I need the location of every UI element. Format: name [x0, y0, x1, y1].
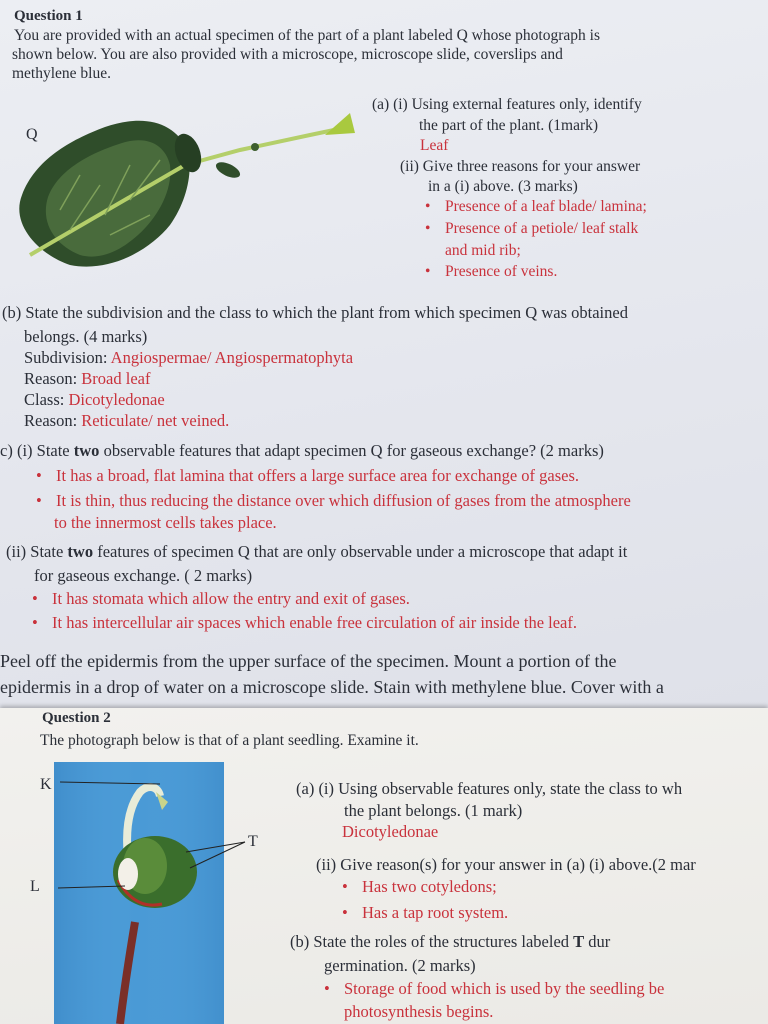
q1c-ii-question: for gaseous exchange. ( 2 marks)	[34, 566, 253, 585]
q1c-i-answer-cont: to the innermost cells takes place.	[54, 513, 277, 532]
q1a-i-question: (a) (i) Using external features only, identify	[372, 96, 642, 113]
q2a-i-question: the plant belongs. (1 mark)	[344, 801, 523, 820]
q1a-i-answer: Leaf	[420, 137, 449, 154]
seedling-photo	[30, 762, 270, 1024]
photo-label-q: Q	[26, 126, 38, 143]
q1b-row: Reason: Broad leaf	[24, 369, 151, 388]
question-2-page	[0, 708, 768, 1024]
q1c-ii-answer: • It has intercellular air spaces which enable free circulation of air inside the leaf.	[52, 613, 577, 633]
q1b-row: Subdivision: Angiospermae/ Angiospermatophyta	[24, 348, 354, 367]
q1c-i-answer: • It is thin, thus reducing the distance over which diffusion of gases from the atmosphere	[56, 491, 631, 511]
leaf-photo	[10, 105, 360, 295]
q1-heading: Question 1	[14, 8, 83, 24]
q1a-ii-answer: • Presence of a petiole/ leaf stalk	[445, 220, 638, 238]
q1a-ii-answer-cont: and mid rib;	[445, 242, 521, 259]
q1c-i-question: c) (i) State two observable features that adapt specimen Q for gaseous exchange? (2 marks)	[0, 441, 604, 460]
q1c-ii-answer: • It has stomata which allow the entry and exit of gases.	[52, 589, 410, 609]
q2a-ii-answer: • Has two cotyledons;	[362, 877, 497, 897]
q1a-i-question: the part of the plant. (1mark)	[419, 117, 599, 134]
q2a-i-answer: Dicotyledonae	[342, 822, 439, 841]
q1-intro-line: shown below. You are also provided with a microscope, microscope slide, coverslips and	[12, 46, 563, 63]
q1c-ii-question: (ii) State two features of specimen Q that are only observable under a microscope that adapt it	[6, 542, 628, 561]
q1a-ii-answer: • Presence of a leaf blade/ lamina;	[445, 198, 647, 216]
q1b-question: belongs. (4 marks)	[24, 327, 148, 346]
q2a-i-question: (a) (i) Using observable features only, state the class to wh	[296, 779, 683, 798]
q1-instruction-line: epidermis in a drop of water on a microscope slide. Stain with methylene blue. Cover with a	[0, 677, 664, 697]
q2b-question: germination. (2 marks)	[324, 956, 476, 975]
q2-heading: Question 2	[42, 710, 111, 726]
label-t: T	[248, 833, 258, 850]
q2b-question: (b) State the roles of the structures labeled T dur	[290, 932, 611, 951]
q2b-answer: • Storage of food which is used by the seedling be	[344, 979, 664, 999]
q1b-row: Class: Dicotyledonae	[24, 390, 165, 409]
q2a-ii-answer: • Has a tap root system.	[362, 903, 508, 923]
q1b-row: Reason: Reticulate/ net veined.	[24, 411, 230, 430]
q1-intro-line: You are provided with an actual specimen of the part of a plant labeled Q whose photograph is	[14, 27, 600, 44]
label-k: K	[40, 776, 52, 793]
q1b-question: (b) State the subdivision and the class to which the plant from which specimen Q was obtained	[2, 303, 628, 322]
q1a-ii-question: in a (i) above. (3 marks)	[428, 178, 578, 195]
q1-intro-line: methylene blue.	[12, 65, 111, 82]
q1a-ii-answer: • Presence of veins.	[445, 263, 557, 281]
q1-instruction-line: Peel off the epidermis from the upper surface of the specimen. Mount a portion of the	[0, 651, 617, 671]
q2b-answer-cont: photosynthesis begins.	[344, 1002, 494, 1021]
q1c-i-answer: • It has a broad, flat lamina that offers a large surface area for exchange of gases.	[56, 466, 579, 486]
q1a-ii-question: (ii) Give three reasons for your answer	[400, 158, 641, 175]
label-l: L	[30, 878, 40, 895]
q2-intro: The photograph below is that of a plant seedling. Examine it.	[40, 732, 419, 749]
q2a-ii-question: (ii) Give reason(s) for your answer in (a) (i) above.(2 mar	[316, 855, 696, 874]
